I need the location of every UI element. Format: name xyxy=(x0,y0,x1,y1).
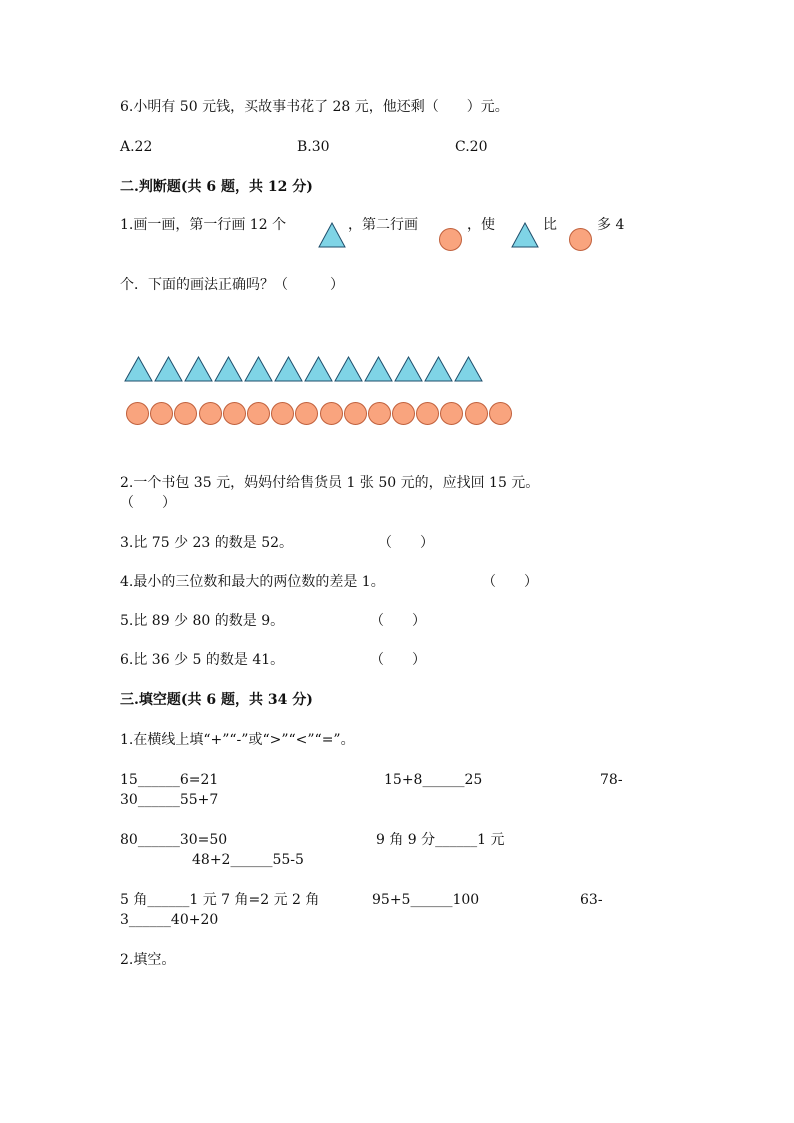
s2-q1-seg3: ，使 xyxy=(467,217,495,233)
s2-q4-paren: （ ） xyxy=(482,574,538,590)
s3-q1-title: 1.在横线上填“+”“-”或“>”“<”“=”。 xyxy=(120,732,355,748)
circle-shape xyxy=(126,402,149,425)
s2-q3-paren: （ ） xyxy=(378,535,434,551)
triangle-shape xyxy=(364,356,393,382)
triangle-shape xyxy=(214,356,243,382)
s2-q6-paren: （ ） xyxy=(370,652,426,668)
s2-q5: 5.比 89 少 80 的数是 9。 xyxy=(120,613,285,629)
circle-shape xyxy=(392,402,415,425)
triangle-shape xyxy=(184,356,213,382)
circle-shape xyxy=(416,402,439,425)
s3-row2-b: 9 角 9 分______1 元 xyxy=(376,832,505,848)
triangle-shape xyxy=(244,356,273,382)
circle-icon xyxy=(439,228,462,251)
s2-q2-line2: （ ） xyxy=(120,495,176,511)
circle-shape xyxy=(247,402,270,425)
s2-q1-seg1: 1.画一画，第一行画 12 个 xyxy=(120,217,287,233)
s3-row3-b: 95+5______100 xyxy=(372,892,480,908)
circle-shape xyxy=(223,402,246,425)
section-3-title: 三.填空题(共 6 题，共 34 分) xyxy=(120,692,313,708)
circle-row xyxy=(126,402,512,425)
option-c: C.20 xyxy=(455,139,488,155)
s3-row1-b: 15+8______25 xyxy=(384,772,483,788)
triangle-shape xyxy=(154,356,183,382)
s2-q1-line2: 个．下面的画法正确吗？（ ） xyxy=(120,277,344,293)
s3-row3-c: 63- xyxy=(580,892,603,908)
s2-q2-line1: 2.一个书包 35 元，妈妈付给售货员 1 张 50 元的，应找回 15 元。 xyxy=(120,475,540,491)
s2-q4: 4.最小的三位数和最大的两位数的差是 1。 xyxy=(120,574,385,590)
s3-row3-d: 3______40+20 xyxy=(120,912,219,928)
s3-row3-a: 5 角______1 元 7 角=2 元 2 角 xyxy=(120,892,320,908)
s3-row2-c: 48+2______55-5 xyxy=(192,852,304,868)
s3-q2-title: 2.填空。 xyxy=(120,952,176,968)
s2-q1-seg5: 多 4 xyxy=(597,217,625,233)
option-b: B.30 xyxy=(297,139,330,155)
s3-row1-c: 78- xyxy=(600,772,623,788)
triangle-shape xyxy=(334,356,363,382)
circle-icon xyxy=(569,228,592,251)
circle-shape xyxy=(368,402,391,425)
triangle-shape xyxy=(394,356,423,382)
s2-q1-seg4: 比 xyxy=(543,217,557,233)
circle-shape xyxy=(489,402,512,425)
triangle-icon xyxy=(318,222,346,248)
triangle-shape xyxy=(304,356,333,382)
s3-row2-a: 80______30=50 xyxy=(120,832,228,848)
s2-q5-paren: （ ） xyxy=(370,613,426,629)
s2-q1-seg2: ，第二行画 xyxy=(348,217,418,233)
s2-q3: 3.比 75 少 23 的数是 52。 xyxy=(120,535,294,551)
option-a: A.22 xyxy=(120,139,153,155)
triangle-shape xyxy=(424,356,453,382)
question-6: 6.小明有 50 元钱，买故事书花了 28 元，他还剩（ ）元。 xyxy=(120,99,509,115)
s3-row1-a: 15______6=21 xyxy=(120,772,219,788)
triangle-shape xyxy=(454,356,483,382)
triangle-icon xyxy=(511,222,539,248)
circle-shape xyxy=(440,402,463,425)
s3-row1-d: 30______55+7 xyxy=(120,792,219,808)
triangle-shape xyxy=(124,356,153,382)
triangle-row xyxy=(124,356,483,382)
circle-shape xyxy=(320,402,343,425)
circle-shape xyxy=(295,402,318,425)
circle-shape xyxy=(271,402,294,425)
circle-shape xyxy=(150,402,173,425)
section-2-title: 二.判断题(共 6 题，共 12 分) xyxy=(120,179,313,195)
triangle-shape xyxy=(274,356,303,382)
s2-q6: 6.比 36 少 5 的数是 41。 xyxy=(120,652,285,668)
circle-shape xyxy=(174,402,197,425)
circle-shape xyxy=(465,402,488,425)
circle-shape xyxy=(199,402,222,425)
circle-shape xyxy=(344,402,367,425)
